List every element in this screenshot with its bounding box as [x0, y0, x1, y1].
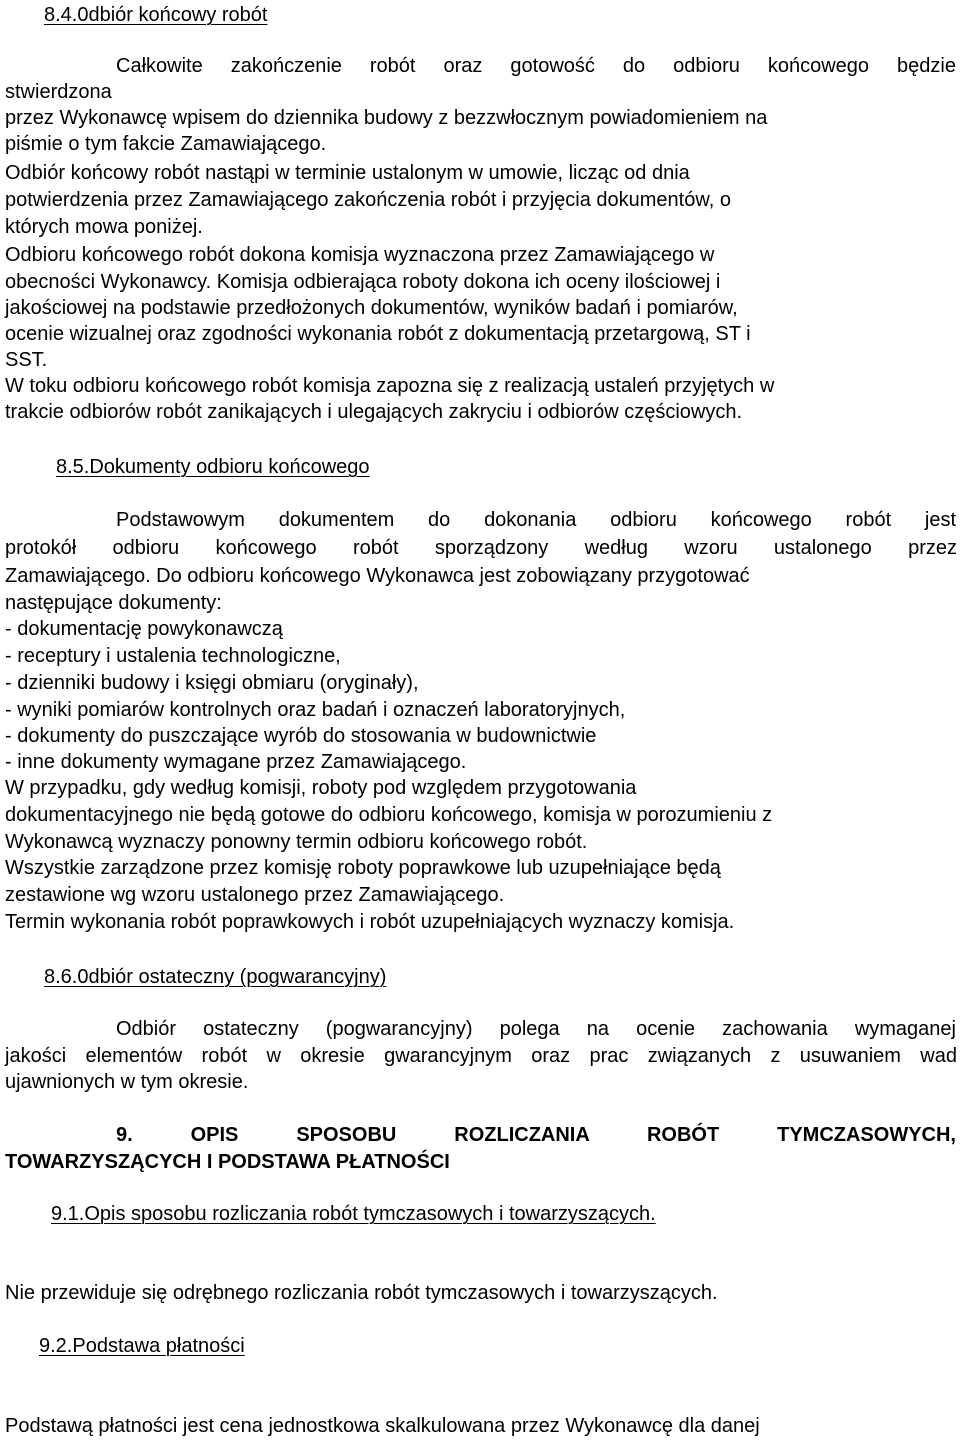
list-item: - dzienniki budowy i księgi obmiaru (oryginały),: [5, 672, 419, 694]
section-heading-8-4: 8.4.0dbiór końcowy robót: [44, 4, 268, 26]
paragraph-line: potwierdzenia przez Zamawiającego zakończenia robót i przyjęcia dokumentów, o: [5, 189, 731, 211]
paragraph-line: W toku odbioru końcowego robót komisja zapozna się z realizacją ustaleń przyjętych w: [5, 375, 775, 397]
chapter-heading-9: 9. OPIS SPOSOBU ROZLICZANIA ROBÓT TYMCZASOWYCH,: [116, 1124, 956, 1146]
paragraph-line: Nie przewiduje się odrębnego rozliczania robót tymczasowych i towarzyszących.: [5, 1282, 718, 1304]
list-item: - wyniki pomiarów kontrolnych oraz badań i oznaczeń laboratoryjnych,: [5, 699, 626, 721]
paragraph-line: SST.: [5, 349, 48, 371]
paragraph-line: Wszystkie zarządzone przez komisję roboty poprawkowe lub uzupełniające będą: [5, 857, 721, 879]
chapter-heading-9-cont: TOWARZYSZĄCYCH I PODSTAWA PŁATNOŚCI: [5, 1151, 450, 1173]
paragraph-line: Podstawą płatności jest cena jednostkowa skalkulowana przez Wykonawcę dla danej: [5, 1415, 760, 1437]
paragraph-line: W przypadku, gdy według komisji, roboty pod względem przygotowania: [5, 777, 637, 799]
paragraph-line: protokół odbioru końcowego robót sporządzony według wzoru ustalonego przez: [5, 537, 957, 559]
paragraph-line: jakości elementów robót w okresie gwarancyjnym oraz prac związanych z usuwaniem wad: [5, 1045, 957, 1067]
paragraph-line: ocenie wizualnej oraz zgodności wykonania robót z dokumentacją przetargową, ST i: [5, 323, 751, 345]
paragraph-line: piśmie o tym fakcie Zamawiającego.: [5, 133, 327, 155]
section-heading-9-1: 9.1.Opis sposobu rozliczania robót tymczasowych i towarzyszących.: [51, 1203, 656, 1225]
paragraph-line: stwierdzona: [5, 81, 112, 103]
paragraph-line: Odbiór ostateczny (pogwarancyjny) polega na ocenie zachowania wymaganej: [116, 1018, 956, 1040]
paragraph-line: przez Wykonawcę wpisem do dziennika budowy z bezzwłocznym powiadomieniem na: [5, 107, 768, 129]
list-item: - dokumentację powykonawczą: [5, 618, 283, 640]
paragraph-line: zestawione wg wzoru ustalonego przez Zamawiającego.: [5, 884, 505, 906]
paragraph-line: ujawnionych w tym okresie.: [5, 1071, 249, 1093]
paragraph-line: Podstawowym dokumentem do dokonania odbioru końcowego robót jest: [116, 509, 956, 531]
section-heading-9-2: 9.2.Podstawa płatności: [39, 1335, 245, 1357]
section-heading-8-5: 8.5.Dokumenty odbioru końcowego: [56, 456, 370, 478]
paragraph-line: trakcie odbiorów robót zanikających i ulegających zakryciu i odbiorów częściowych.: [5, 401, 743, 423]
list-item: - receptury i ustalenia technologiczne,: [5, 645, 341, 667]
paragraph-line: dokumentacyjnego nie będą gotowe do odbioru końcowego, komisja w porozumieniu z: [5, 804, 773, 826]
paragraph-line: obecności Wykonawcy. Komisja odbierająca roboty dokona ich oceny ilościowej i: [5, 271, 721, 293]
paragraph-line: jakościowej na podstawie przedłożonych dokumentów, wyników badań i pomiarów,: [5, 297, 738, 319]
section-heading-8-6: 8.6.0dbiór ostateczny (pogwarancyjny): [44, 966, 387, 988]
list-item: - dokumenty do puszczające wyrób do stosowania w budownictwie: [5, 725, 597, 747]
paragraph-line: Odbioru końcowego robót dokona komisja wyznaczona przez Zamawiającego w: [5, 244, 715, 266]
list-item: - inne dokumenty wymagane przez Zamawiającego.: [5, 751, 467, 773]
paragraph-line: Zamawiającego. Do odbioru końcowego Wykonawca jest zobowiązany przygotować: [5, 565, 750, 587]
paragraph-line: następujące dokumenty:: [5, 592, 222, 614]
paragraph-line: Odbiór końcowy robót nastąpi w terminie ustalonym w umowie, licząc od dnia: [5, 162, 690, 184]
paragraph-line: Wykonawcą wyznaczy ponowny termin odbioru końcowego robót.: [5, 831, 588, 853]
paragraph-line: których mowa poniżej.: [5, 216, 203, 238]
paragraph-line: Termin wykonania robót poprawkowych i robót uzupełniających wyznaczy komisja.: [5, 911, 735, 933]
paragraph-line: Całkowite zakończenie robót oraz gotowość do odbioru końcowego będzie: [116, 55, 956, 77]
